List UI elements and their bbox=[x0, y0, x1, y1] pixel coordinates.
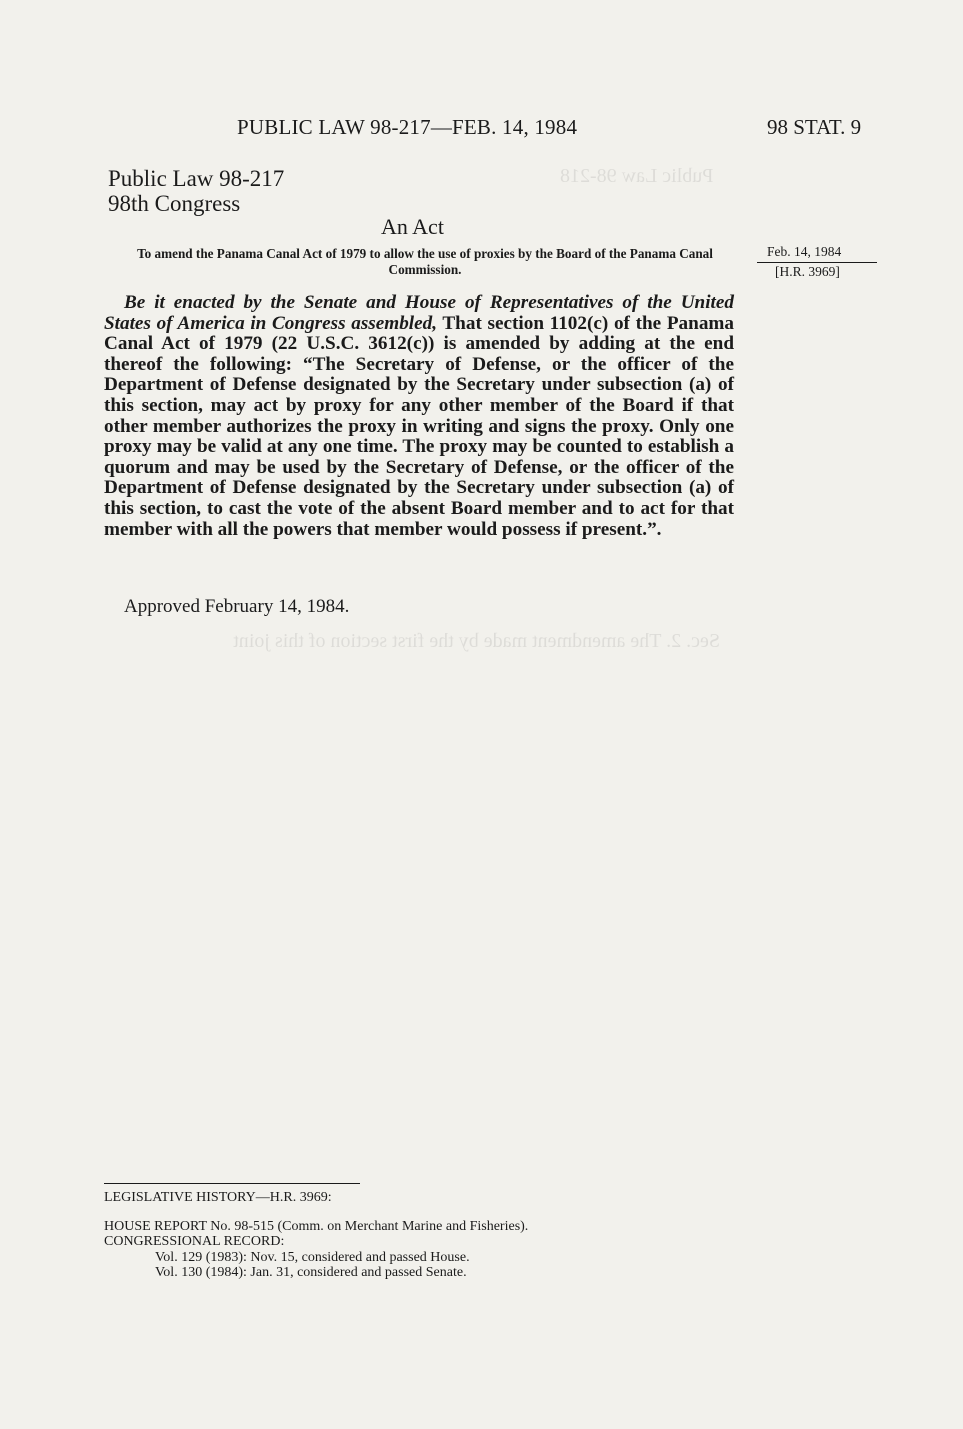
running-header-title: PUBLIC LAW 98-217—FEB. 14, 1984 bbox=[237, 115, 578, 139]
bleed-through: Public Law 98-218 bbox=[560, 165, 714, 187]
margin-bill-number: [H.R. 3969] bbox=[775, 264, 840, 279]
approval-date: Approved February 14, 1984. bbox=[124, 596, 350, 617]
margin-divider bbox=[757, 262, 877, 263]
act-body-text: That section 1102(c) of the Panama Canal Act of 1979 (22 U.S.C. 3612(c)) is amended by adding at the end thereof the following: “The Secretary of Defense, or the officer of the Department of Defense designated by the Secretary under subsection (a) of this section, may act by proxy for any other member of the Board if that other member authorizes the proxy in writing and signs the proxy. Only one proxy may be valid at any one time. The proxy may be counted to establish a quorum and may be used by the Secretary of Defense, or the officer of the Department of Defense designated by the Secretary under subsection (a) of this section, to cast the vote of the absent Board member and to act for that member with all the powers that member would possess if present.”. bbox=[104, 312, 734, 540]
legislative-history-heading: LEGISLATIVE HISTORY—H.R. 3969: bbox=[104, 1190, 332, 1205]
record-entry: Vol. 129 (1983): Nov. 15, considered and passed House. bbox=[155, 1250, 470, 1265]
act-body bbox=[104, 293, 734, 540]
bleed-through: Sec. 2. The amendment made by the first section of this joint bbox=[233, 630, 720, 652]
margin-date: Feb. 14, 1984 bbox=[767, 244, 842, 259]
congressional-record-heading: CONGRESSIONAL RECORD: bbox=[104, 1234, 285, 1249]
house-report: HOUSE REPORT No. 98-515 (Comm. on Merchant Marine and Fisheries). bbox=[104, 1219, 529, 1234]
public-law-number: Public Law 98-217 bbox=[108, 166, 285, 191]
act-purpose: To amend the Panama Canal Act of 1979 to allow the use of proxies by the Board of the Panama Canal Commission. bbox=[137, 246, 713, 277]
record-entry: Vol. 130 (1984): Jan. 31, considered and passed Senate. bbox=[155, 1265, 467, 1280]
statute-page-number: 98 STAT. 9 bbox=[767, 115, 862, 139]
enacting-clause: Be it enacted by the Senate and House of Representatives of the United States of America in Congress assembled, bbox=[104, 292, 734, 334]
footnote-divider bbox=[104, 1183, 360, 1184]
congress-label: 98th Congress bbox=[108, 191, 241, 216]
act-heading: An Act bbox=[381, 214, 444, 239]
